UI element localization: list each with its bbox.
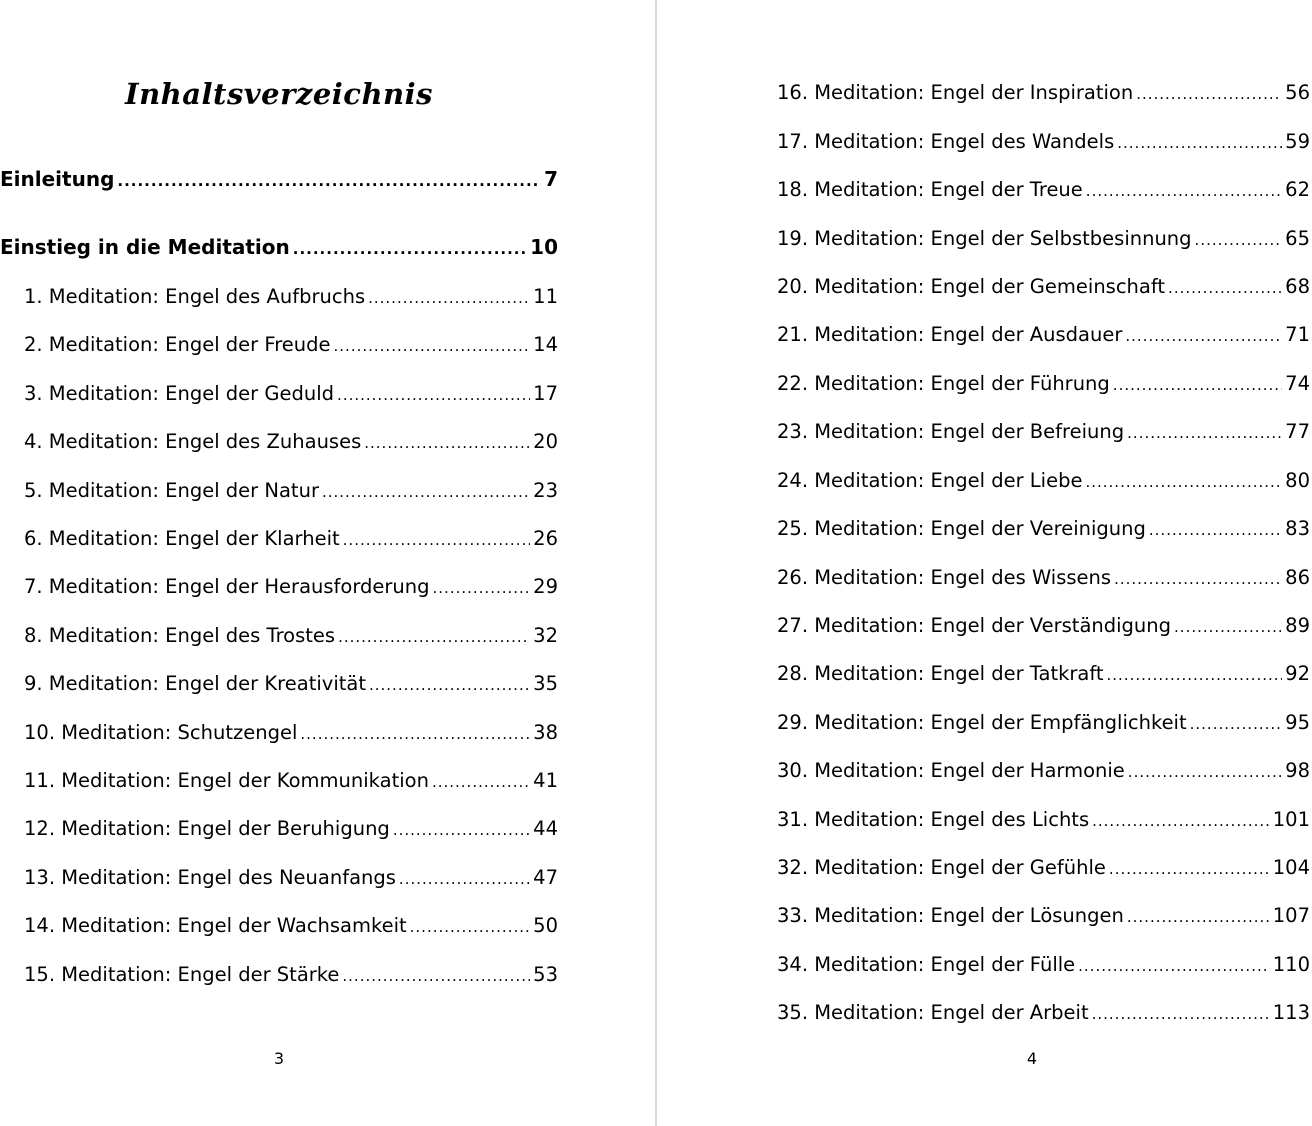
toc-entry[interactable] xyxy=(24,525,558,554)
dot-leader xyxy=(399,865,530,893)
dot-leader xyxy=(1128,758,1282,786)
toc-entry-page: 32 xyxy=(533,624,558,647)
dot-leader xyxy=(1195,226,1283,254)
toc-entry-page: 107 xyxy=(1272,904,1310,927)
toc-entry-page: 29 xyxy=(533,575,558,598)
toc-entry-label: 33. Meditation: Engel der Lösungen xyxy=(777,904,1124,927)
toc-entry-label: 18. Meditation: Engel der Treue xyxy=(777,178,1083,201)
toc-entry-page: 17 xyxy=(533,382,558,405)
toc-entry-label: 28. Meditation: Engel der Tatkraft xyxy=(777,662,1104,685)
dot-leader xyxy=(1127,419,1282,447)
dot-leader xyxy=(337,381,530,409)
right-page xyxy=(657,0,1312,1126)
toc-entry-label: 11. Meditation: Engel der Kommunikation xyxy=(24,769,429,792)
toc-entry-page: 62 xyxy=(1285,178,1310,201)
dot-leader xyxy=(334,332,531,360)
toc-entry-page: 77 xyxy=(1285,420,1310,443)
toc-entry[interactable] xyxy=(777,854,1310,883)
toc-entry[interactable] xyxy=(24,573,558,602)
toc-entry-label: 6. Meditation: Engel der Klarheit xyxy=(24,527,340,550)
dot-leader xyxy=(300,720,530,748)
toc-entry-page: 101 xyxy=(1272,808,1310,831)
toc-entry[interactable] xyxy=(777,176,1310,205)
toc-entry-page: 50 xyxy=(533,914,558,937)
toc-entry-label: 23. Meditation: Engel der Befreiung xyxy=(777,420,1125,443)
dot-leader xyxy=(1117,129,1282,157)
toc-entry[interactable] xyxy=(24,283,558,312)
toc-entry-page: 47 xyxy=(533,866,558,889)
dot-leader xyxy=(1168,274,1282,302)
toc-entry-label: 7. Meditation: Engel der Herausforderung xyxy=(24,575,430,598)
dot-leader xyxy=(432,768,530,796)
toc-entry-label: 29. Meditation: Engel der Empfänglichkeit xyxy=(777,711,1187,734)
toc-entry-page: 20 xyxy=(533,430,558,453)
toc-entry[interactable] xyxy=(24,961,558,990)
toc-entry-einstieg[interactable] xyxy=(0,233,558,263)
toc-entry-label: 5. Meditation: Engel der Natur xyxy=(24,479,319,502)
dot-leader xyxy=(1107,661,1283,689)
toc-entry[interactable] xyxy=(777,225,1310,254)
dot-leader xyxy=(1086,177,1282,205)
toc-entry-label: 13. Meditation: Engel des Neuanfangs xyxy=(24,866,396,889)
toc-entry[interactable] xyxy=(24,719,558,748)
toc-entry[interactable] xyxy=(24,815,558,844)
dot-leader xyxy=(1190,710,1283,738)
toc-entry-einleitung[interactable] xyxy=(0,165,558,195)
dot-leader xyxy=(364,429,530,457)
toc-entry-label: 20. Meditation: Engel der Gemeinschaft xyxy=(777,275,1166,298)
page-number: 4 xyxy=(1026,1049,1038,1068)
toc-entry[interactable] xyxy=(777,999,1310,1028)
toc-entry-label: 8. Meditation: Engel des Trostes xyxy=(24,624,336,647)
dot-leader xyxy=(1085,468,1282,496)
toc-entry-label: 2. Meditation: Engel der Freude xyxy=(24,333,331,356)
left-page xyxy=(0,0,655,1126)
toc-entry-label: 12. Meditation: Engel der Beruhigung xyxy=(24,817,390,840)
toc-entry-page: 14 xyxy=(533,333,558,356)
dot-leader xyxy=(342,962,530,990)
toc-entry-label: 17. Meditation: Engel des Wandels xyxy=(777,130,1115,153)
toc-entry-label: 30. Meditation: Engel der Harmonie xyxy=(777,759,1125,782)
toc-entry[interactable] xyxy=(777,806,1310,835)
toc-entry[interactable] xyxy=(777,273,1310,302)
toc-entry-page: 41 xyxy=(533,769,558,792)
dot-leader xyxy=(1174,613,1282,641)
dot-leader xyxy=(1078,952,1270,980)
toc-entry[interactable] xyxy=(777,321,1310,350)
toc-entry-page: 80 xyxy=(1285,469,1310,492)
toc-entry-page: 92 xyxy=(1285,662,1310,685)
dot-leader xyxy=(433,574,531,602)
toc-entry-page: 53 xyxy=(533,963,558,986)
toc-entry-page: 10 xyxy=(530,235,558,259)
toc-entry-page: 59 xyxy=(1285,130,1310,153)
toc-entry-page: 113 xyxy=(1272,1001,1310,1024)
toc-entry-label: 3. Meditation: Engel der Geduld xyxy=(24,382,335,405)
toc-entry-page: 56 xyxy=(1285,81,1310,104)
toc-entry[interactable] xyxy=(24,428,558,457)
toc-entry[interactable] xyxy=(24,767,558,796)
toc-entry[interactable] xyxy=(777,660,1310,689)
toc-entry-label: 26. Meditation: Engel des Wissens xyxy=(777,566,1112,589)
toc-entry-page: 44 xyxy=(533,817,558,840)
toc-entry-label: 32. Meditation: Engel der Gefühle xyxy=(777,856,1106,879)
toc-entry-page: 71 xyxy=(1285,323,1310,346)
toc-entry-label: 25. Meditation: Engel der Vereinigung xyxy=(777,517,1146,540)
toc-entry[interactable] xyxy=(24,912,558,941)
toc-entry-label: Einstieg in die Meditation xyxy=(0,235,290,259)
dot-leader xyxy=(1092,1000,1270,1028)
dot-leader xyxy=(368,284,530,312)
toc-entry[interactable] xyxy=(777,515,1310,544)
toc-entry-label: 15. Meditation: Engel der Stärke xyxy=(24,963,340,986)
dot-leader xyxy=(369,671,530,699)
toc-entry-page: 95 xyxy=(1285,711,1310,734)
toc-entry-label: 14. Meditation: Engel der Wachsamkeit xyxy=(24,914,407,937)
dot-leader xyxy=(1149,516,1282,544)
dot-leader xyxy=(1127,903,1270,931)
dot-leader xyxy=(322,478,530,506)
toc-entry-label: Einleitung xyxy=(0,167,115,191)
toc-entry[interactable] xyxy=(24,622,558,651)
dot-leader xyxy=(293,235,527,263)
toc-entry-label: 19. Meditation: Engel der Selbstbesinnung xyxy=(777,227,1192,250)
toc-entry[interactable] xyxy=(24,477,558,506)
toc-entry-page: 86 xyxy=(1285,566,1310,589)
toc-entry-label: 4. Meditation: Engel des Zuhauses xyxy=(24,430,362,453)
toc-entry[interactable] xyxy=(777,709,1310,738)
toc-entry-label: 1. Meditation: Engel des Aufbruchs xyxy=(24,285,366,308)
dot-leader xyxy=(1136,80,1282,108)
toc-entry-page: 26 xyxy=(533,527,558,550)
toc-entry-label: 24. Meditation: Engel der Liebe xyxy=(777,469,1083,492)
toc-title: Inhaltsverzeichnis xyxy=(125,77,433,111)
toc-entry[interactable] xyxy=(777,612,1310,641)
toc-entry[interactable] xyxy=(777,370,1310,399)
dot-leader xyxy=(1113,371,1282,399)
toc-entry[interactable] xyxy=(24,380,558,409)
toc-entry-page: 104 xyxy=(1272,856,1310,879)
dot-leader xyxy=(410,913,531,941)
dot-leader xyxy=(117,167,541,195)
toc-entry-page: 83 xyxy=(1285,517,1310,540)
toc-entry[interactable] xyxy=(777,467,1310,496)
toc-entry-page: 35 xyxy=(533,672,558,695)
toc-entry-page: 38 xyxy=(533,721,558,744)
toc-entry-page: 11 xyxy=(533,285,558,308)
toc-entry[interactable] xyxy=(777,564,1310,593)
toc-entry[interactable] xyxy=(777,951,1310,980)
toc-entry-page: 110 xyxy=(1272,953,1310,976)
toc-entry-label: 22. Meditation: Engel der Führung xyxy=(777,372,1110,395)
dot-leader xyxy=(338,623,530,651)
toc-entry-page: 65 xyxy=(1285,227,1310,250)
toc-entry-label: 9. Meditation: Engel der Kreativität xyxy=(24,672,366,695)
dot-leader xyxy=(1109,855,1270,883)
toc-entry-page: 23 xyxy=(533,479,558,502)
toc-entry[interactable] xyxy=(777,902,1310,931)
toc-entry-label: 10. Meditation: Schutzengel xyxy=(24,721,298,744)
toc-entry[interactable] xyxy=(777,128,1310,157)
toc-entry[interactable] xyxy=(777,757,1310,786)
toc-entry-label: 34. Meditation: Engel der Fülle xyxy=(777,953,1076,976)
toc-entry[interactable] xyxy=(777,79,1310,108)
toc-entry-page: 74 xyxy=(1285,372,1310,395)
dot-leader xyxy=(1114,565,1282,593)
toc-entry-page: 7 xyxy=(544,167,558,191)
toc-entry[interactable] xyxy=(24,331,558,360)
page-number: 3 xyxy=(273,1049,285,1068)
dot-leader xyxy=(1092,807,1270,835)
toc-entry-label: 35. Meditation: Engel der Arbeit xyxy=(777,1001,1089,1024)
toc-entry-label: 16. Meditation: Engel der Inspiration xyxy=(777,81,1134,104)
toc-entry[interactable] xyxy=(24,670,558,699)
toc-entry-label: 27. Meditation: Engel der Verständigung xyxy=(777,614,1172,637)
toc-entry-page: 89 xyxy=(1285,614,1310,637)
toc-entry[interactable] xyxy=(24,864,558,893)
toc-entry-page: 68 xyxy=(1285,275,1310,298)
toc-entry[interactable] xyxy=(777,418,1310,447)
toc-entry-label: 21. Meditation: Engel der Ausdauer xyxy=(777,323,1123,346)
dot-leader xyxy=(393,816,530,844)
dot-leader xyxy=(343,526,531,554)
dot-leader xyxy=(1125,322,1282,350)
toc-entry-label: 31. Meditation: Engel des Lichts xyxy=(777,808,1090,831)
toc-entry-page: 98 xyxy=(1285,759,1310,782)
